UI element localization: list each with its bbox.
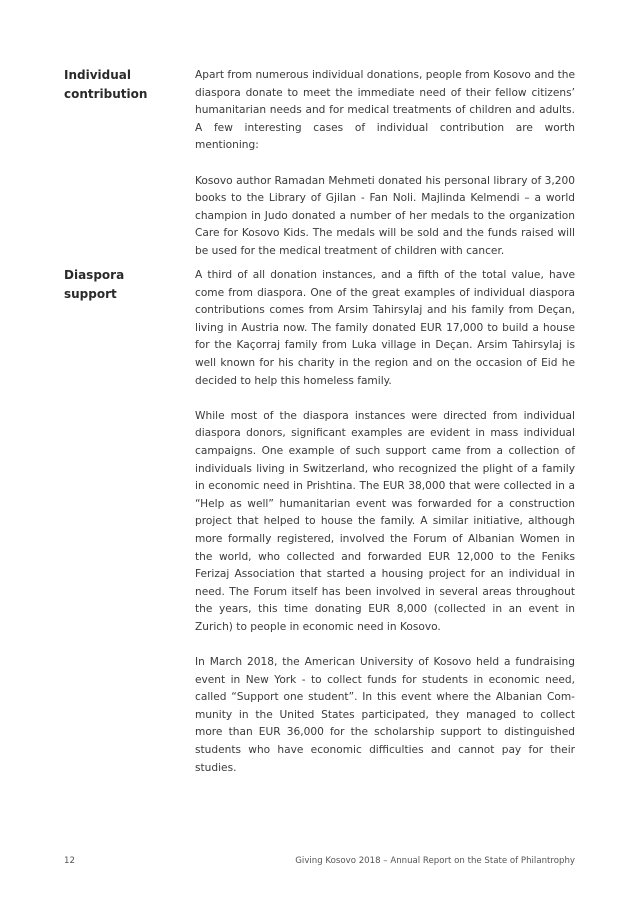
page-number: 12 xyxy=(64,856,75,866)
footer-title: Giving Kosovo 2018 – Annual Report on the State of Philantrophy xyxy=(295,856,575,866)
paragraph: While most of the diaspora instances were directed from individual diaspora donors, significant examples are evident in mass individual campaigns. One example of such support came from a collection of individuals living in Switzerland, who recognized the plight of a family in economic need in Prishtina. The EUR 38,000 that were collected in a “Help as well” humanitarian event was forwarded for a construction project that helped to house the family. A similar initiative, although more formally registered, involved the Forum of Albanian Women in the world, who collected and forwarded EUR 12,000 to the Feniks Ferizaj Association that started a housing project for an individual in need. The Forum itself has been involved in several areas throughout the years, this time donating EUR 8,000 (collected in an event in Zurich) to people in economic need in Kosovo. xyxy=(195,409,575,633)
section-body xyxy=(195,267,575,795)
heading-line: contribution xyxy=(64,87,148,101)
paragraph: Kosovo author Ramadan Mehmeti donated his personal library of 3,200 books to the Library of Gjilan - Fan Noli. Majlinda Kelmendi – a world champion in Judo donated a number of her medals to the organization Care for Kosovo Kids. The medals will be sold and the funds raised will be used for the medical treatment of children with cancer. xyxy=(195,174,575,257)
paragraph: In March 2018, the American University of Kosovo held a fundraising event in New York - to collect funds for students in economic need, called “Support one student”. In this event where the Albanian Community in the United States participated, they managed to collect more than EUR 36,000 for the scholarship support to distinguished students who have economic difficulties and cannot pay for their studies. xyxy=(195,656,575,774)
section-body xyxy=(195,67,575,278)
paragraph: A third of all donation instances, and a fifth of the total value, have come from diaspora. One of the great examples of individual diaspora contributions comes from Arsim Tahirsylaj and his family from Deçan, living in Austria now. The family donated EUR 17,000 to build a house for the Kaçorraj family from Luka village in Deçan. Arsim Tahirsylaj is well known for his charity in the region and on the occasion of Eid he decided to help this homeless family. xyxy=(195,269,575,387)
heading-line: support xyxy=(64,287,117,301)
section-heading xyxy=(64,266,174,304)
section-heading xyxy=(64,66,174,104)
paragraph: Apart from numerous individual donations, people from Kosovo and the diaspora donate to meet the immediate need of their fellow citizens’ humanitarian needs and for medical treatments of children and adults. A few interesting cases of individual contribution are worth mentioning: xyxy=(195,69,575,152)
heading-line: Diaspora xyxy=(64,268,125,282)
heading-line: Individual xyxy=(64,68,131,82)
